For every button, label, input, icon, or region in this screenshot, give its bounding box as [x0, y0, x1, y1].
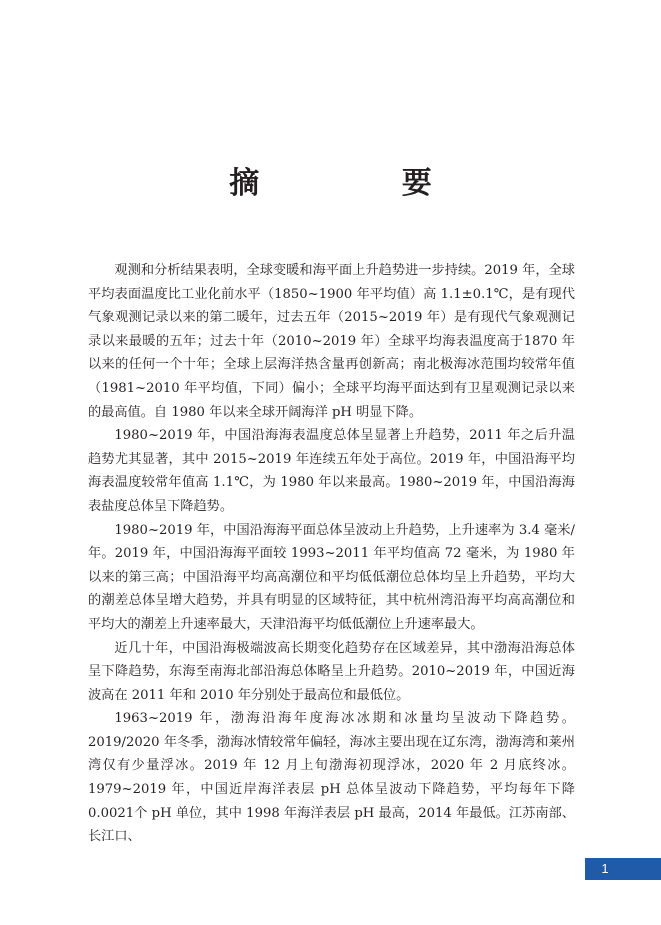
paragraph-sea-surface-temperature: 1980~2019 年，中国沿海海表温度总体呈显著上升趋势，2011 年之后升温趋势尤其显著，其中 2015~2019 年连续五年处于高位。2019 年，中国沿海平均海表温度较常年值高 1.1℃，为 1980 年以来最高。1980~2019 年，中国沿海海表盐度总体呈下降趋势。: [88, 428, 575, 514]
page-title: 摘 要: [229, 166, 498, 201]
paragraph-sea-ice-ph: 1963~2019 年，渤海沿海年度海冰冰期和冰量均呈波动下降趋势。2019/2020 年冬季，渤海冰情较常年偏轻，海冰主要出现在辽东湾，渤海湾和莱州湾仅有少量浮冰。2019 年 12 月上旬渤海初现浮冰，2020 年 2 月底终冰。1979~2019 年，中国近岸海洋表层 pH 总体呈波动下降趋势，平均每年下降 0.0021个 pH 单位，其中 1998 年海洋表层 pH 最高，2014 年最低。江苏南部、长江口、: [88, 711, 575, 845]
page-number: 1: [601, 861, 609, 876]
paragraph-sea-level: 1980~2019 年，中国沿海海平面总体呈波动上升趋势，上升速率为 3.4 毫米/ 年。2019 年，中国沿海海平面较 1993~2011 年平均值高 72 毫米，为 1980 年以来的第三高；中国沿海平均高高潮位和平均低低潮位总体均呈上升趋势，平均大的潮差总体呈增大趋势，并具有明显的区域特征，其中杭州湾沿海平均高高潮位和平均大的潮差上升速率最大，天津沿海平均低低潮位上升速率最大。: [88, 522, 575, 632]
page-number-tab: [585, 858, 661, 880]
paragraph-wave-height: 近几十年，中国沿海极端波高长期变化趋势存在区域差异，其中渤海沿海总体呈下降趋势，东海至南海北部沿海总体略呈上升趋势。2010~2019 年，中国近海波高在 2011 年和 2010 年分别处于最高位和最低位。: [88, 640, 575, 703]
paragraph-global-warming: 观测和分析结果表明，全球变暖和海平面上升趋势进一步持续。2019 年，全球平均表面温度比工业化前水平（1850~1900 年平均值）高 1.1±0.1℃，是有现代气象观测记录以来的第二暖年，过去五年（2015~2019 年）是有现代气象观测记录以来最暖的五年；过去十年（2010~2019 年）全球平均海表温度高于1870 年以来的任何一个十年；全球上层海洋热含量再创新高；南北极海冰范围均较常年值（1981~2010 年平均值，下同）偏小；全球平均海平面达到有卫星观测记录以来的最高值。自 1980 年以来全球开阔海洋 pH 明显下降。: [88, 263, 575, 420]
summary-body: [88, 259, 575, 849]
